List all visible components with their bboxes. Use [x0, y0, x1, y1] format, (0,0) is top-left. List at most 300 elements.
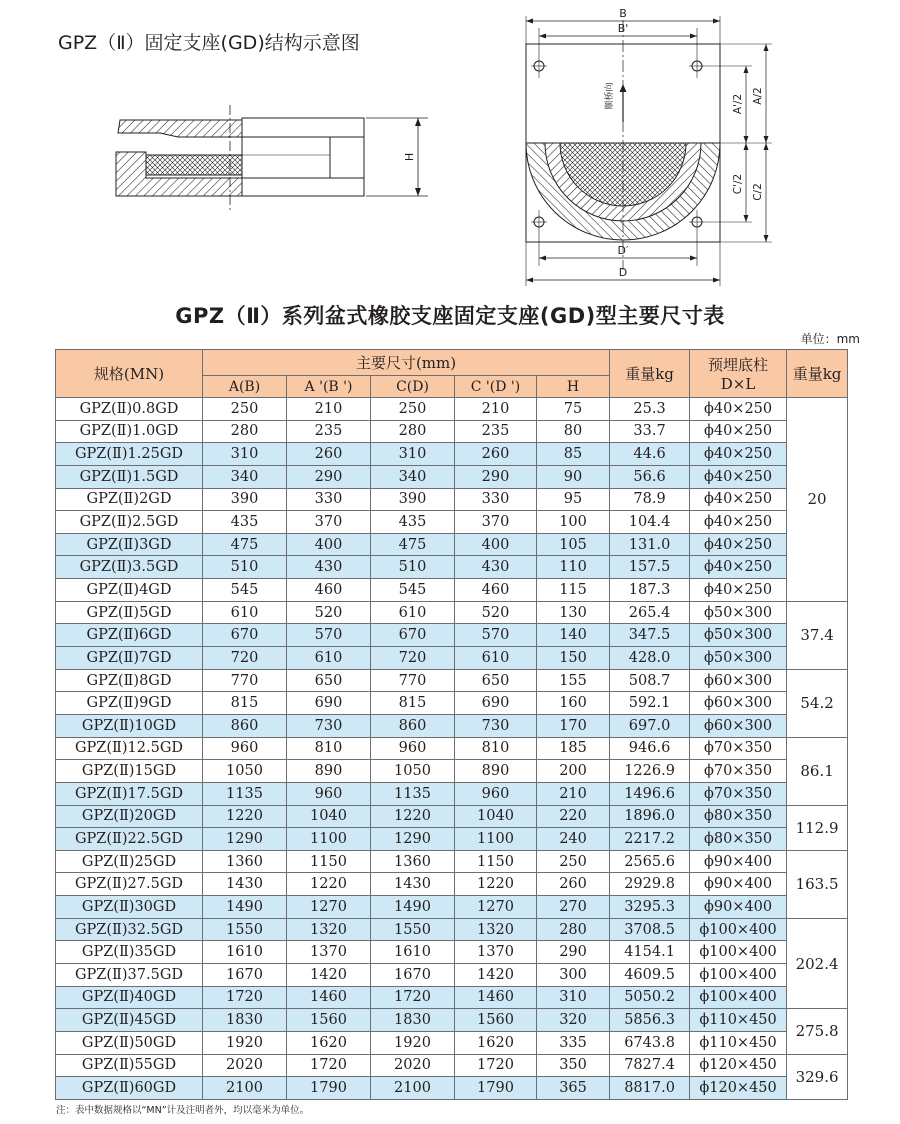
- cell-a-b: 610: [203, 601, 287, 624]
- unit-label: 单位：mm: [800, 332, 860, 346]
- cell-a-b-prime: 1100: [287, 828, 371, 851]
- cell-a-b-prime: 730: [287, 714, 371, 737]
- cell-h: 140: [537, 624, 610, 647]
- cell-a-b-prime: 330: [287, 488, 371, 511]
- cell-weight: 5050.2: [610, 986, 690, 1009]
- cell-a-b-prime: 1220: [287, 873, 371, 896]
- cell-anchor: ϕ50×300: [690, 647, 787, 670]
- cell-a-b: 1290: [203, 828, 287, 851]
- table-row: [56, 828, 848, 851]
- cell-c-d: 720: [371, 647, 455, 670]
- cell-a-b-prime: 570: [287, 624, 371, 647]
- cell-a-b: 1360: [203, 850, 287, 873]
- cell-c-d-prime: 260: [455, 443, 537, 466]
- cell-a-b-prime: 430: [287, 556, 371, 579]
- table-row: [56, 918, 848, 941]
- cell-weight: 7827.4: [610, 1054, 690, 1077]
- plan-direction-label: 顺桥向: [605, 82, 615, 110]
- cell-c-d-prime: 290: [455, 465, 537, 488]
- cell-anchor: ϕ90×400: [690, 896, 787, 919]
- cell-c-d: 1135: [371, 782, 455, 805]
- cell-c-d: 510: [371, 556, 455, 579]
- diagram-title: GPZ（Ⅱ）固定支座(GD)结构示意图: [58, 32, 360, 54]
- cell-weight: 265.4: [610, 601, 690, 624]
- table-row: [56, 964, 848, 987]
- cell-a-b: 1830: [203, 1009, 287, 1032]
- cell-spec: GPZ(Ⅱ)15GD: [56, 760, 203, 783]
- cell-anchor: ϕ40×250: [690, 420, 787, 443]
- header-a-b: A(B): [203, 376, 287, 398]
- cell-h: 150: [537, 647, 610, 670]
- cell-a-b: 545: [203, 579, 287, 602]
- cell-h: 350: [537, 1054, 610, 1077]
- cell-h: 280: [537, 918, 610, 941]
- cell-a-b-prime: 400: [287, 533, 371, 556]
- cell-h: 335: [537, 1031, 610, 1054]
- cell-anchor: ϕ40×250: [690, 556, 787, 579]
- cell-spec: GPZ(Ⅱ)5GD: [56, 601, 203, 624]
- cell-a-b-prime: 260: [287, 443, 371, 466]
- table-body: [56, 398, 848, 1100]
- cell-anchor: ϕ40×250: [690, 398, 787, 421]
- cell-c-d-prime: 1620: [455, 1031, 537, 1054]
- cell-c-d: 475: [371, 533, 455, 556]
- cell-c-d-prime: 1790: [455, 1077, 537, 1100]
- cell-spec: GPZ(Ⅱ)60GD: [56, 1077, 203, 1100]
- cell-c-d: 1430: [371, 873, 455, 896]
- header-anchor-weight: 重量kg: [787, 350, 848, 398]
- cell-h: 220: [537, 805, 610, 828]
- table-row: [56, 1031, 848, 1054]
- cell-c-d-prime: 520: [455, 601, 537, 624]
- cell-spec: GPZ(Ⅱ)32.5GD: [56, 918, 203, 941]
- cell-c-d-prime: 430: [455, 556, 537, 579]
- cell-anchor-weight: 20: [787, 398, 848, 602]
- cell-spec: GPZ(Ⅱ)55GD: [56, 1054, 203, 1077]
- cell-a-b-prime: 1460: [287, 986, 371, 1009]
- table-row: [56, 692, 848, 715]
- table-row: [56, 579, 848, 602]
- header-anchor-line2: D×L: [720, 375, 756, 393]
- cell-a-b-prime: 1720: [287, 1054, 371, 1077]
- cell-a-b-prime: 1420: [287, 964, 371, 987]
- plan-b-label: B: [619, 7, 627, 20]
- header-c-d-prime: C '(D '): [455, 376, 537, 398]
- cell-c-d: 860: [371, 714, 455, 737]
- cell-a-b: 1430: [203, 873, 287, 896]
- cell-c-d-prime: 570: [455, 624, 537, 647]
- cell-c-d-prime: 1460: [455, 986, 537, 1009]
- cell-h: 320: [537, 1009, 610, 1032]
- cell-spec: GPZ(Ⅱ)22.5GD: [56, 828, 203, 851]
- cell-a-b-prime: 890: [287, 760, 371, 783]
- cell-c-d-prime: 650: [455, 669, 537, 692]
- cell-a-b: 1720: [203, 986, 287, 1009]
- cell-c-d: 1360: [371, 850, 455, 873]
- cell-a-b-prime: 1370: [287, 941, 371, 964]
- cell-anchor: ϕ40×250: [690, 533, 787, 556]
- cell-h: 130: [537, 601, 610, 624]
- cell-c-d: 960: [371, 737, 455, 760]
- cell-spec: GPZ(Ⅱ)0.8GD: [56, 398, 203, 421]
- cell-c-d-prime: 1100: [455, 828, 537, 851]
- plan-d-prime-label: D′: [617, 244, 629, 257]
- cell-weight: 1496.6: [610, 782, 690, 805]
- cell-weight: 1896.0: [610, 805, 690, 828]
- table-row: [56, 782, 848, 805]
- cell-h: 75: [537, 398, 610, 421]
- cell-anchor-weight: 329.6: [787, 1054, 848, 1099]
- cell-anchor: ϕ80×350: [690, 828, 787, 851]
- cell-a-b: 960: [203, 737, 287, 760]
- header-spec: 规格(MN): [56, 350, 203, 398]
- table-row: [56, 1009, 848, 1032]
- plan-d-label: D: [618, 266, 628, 279]
- cell-weight: 157.5: [610, 556, 690, 579]
- table-row: [56, 850, 848, 873]
- cell-anchor: ϕ60×300: [690, 714, 787, 737]
- cell-c-d: 1220: [371, 805, 455, 828]
- side-section-view: [116, 105, 428, 210]
- cell-spec: GPZ(Ⅱ)7GD: [56, 647, 203, 670]
- cell-a-b: 510: [203, 556, 287, 579]
- cell-c-d-prime: 1370: [455, 941, 537, 964]
- plan-a-half-label: A/2: [752, 87, 764, 105]
- cell-c-d: 1610: [371, 941, 455, 964]
- cell-a-b-prime: 370: [287, 511, 371, 534]
- cell-a-b-prime: 960: [287, 782, 371, 805]
- cell-a-b-prime: 690: [287, 692, 371, 715]
- cell-a-b: 815: [203, 692, 287, 715]
- cell-c-d-prime: 330: [455, 488, 537, 511]
- cell-h: 155: [537, 669, 610, 692]
- cell-spec: GPZ(Ⅱ)20GD: [56, 805, 203, 828]
- cell-anchor: ϕ60×300: [690, 669, 787, 692]
- cell-h: 95: [537, 488, 610, 511]
- cell-weight: 5856.3: [610, 1009, 690, 1032]
- cell-c-d: 435: [371, 511, 455, 534]
- cell-spec: GPZ(Ⅱ)10GD: [56, 714, 203, 737]
- cell-c-d: 815: [371, 692, 455, 715]
- cell-a-b-prime: 610: [287, 647, 371, 670]
- cell-a-b: 1220: [203, 805, 287, 828]
- cell-anchor: ϕ40×250: [690, 579, 787, 602]
- cell-a-b-prime: 1150: [287, 850, 371, 873]
- cell-a-b-prime: 1320: [287, 918, 371, 941]
- cell-a-b: 340: [203, 465, 287, 488]
- cell-weight: 25.3: [610, 398, 690, 421]
- header-anchor: [690, 350, 787, 398]
- cell-weight: 347.5: [610, 624, 690, 647]
- cell-weight: 4609.5: [610, 964, 690, 987]
- cell-h: 170: [537, 714, 610, 737]
- cell-spec: GPZ(Ⅱ)37.5GD: [56, 964, 203, 987]
- cell-spec: GPZ(Ⅱ)35GD: [56, 941, 203, 964]
- cell-a-b-prime: 650: [287, 669, 371, 692]
- cell-spec: GPZ(Ⅱ)27.5GD: [56, 873, 203, 896]
- table-row: [56, 511, 848, 534]
- cell-weight: 56.6: [610, 465, 690, 488]
- cell-c-d-prime: 1040: [455, 805, 537, 828]
- cell-h: 110: [537, 556, 610, 579]
- cell-weight: 946.6: [610, 737, 690, 760]
- cell-c-d: 390: [371, 488, 455, 511]
- cell-a-b-prime: 235: [287, 420, 371, 443]
- cell-anchor: ϕ90×400: [690, 873, 787, 896]
- cell-anchor: ϕ80×350: [690, 805, 787, 828]
- cell-h: 310: [537, 986, 610, 1009]
- cell-c-d-prime: 1420: [455, 964, 537, 987]
- cell-c-d-prime: 1720: [455, 1054, 537, 1077]
- cell-h: 200: [537, 760, 610, 783]
- cell-c-d: 1290: [371, 828, 455, 851]
- cell-h: 105: [537, 533, 610, 556]
- cell-anchor-weight: 112.9: [787, 805, 848, 850]
- plan-c-prime-half-label: C'/2: [732, 173, 744, 195]
- cell-anchor: ϕ40×250: [690, 511, 787, 534]
- cell-spec: GPZ(Ⅱ)3.5GD: [56, 556, 203, 579]
- cell-h: 270: [537, 896, 610, 919]
- cell-spec: GPZ(Ⅱ)9GD: [56, 692, 203, 715]
- cell-h: 300: [537, 964, 610, 987]
- cell-weight: 44.6: [610, 443, 690, 466]
- cell-c-d: 340: [371, 465, 455, 488]
- cell-a-b-prime: 1560: [287, 1009, 371, 1032]
- cell-c-d: 770: [371, 669, 455, 692]
- cell-spec: GPZ(Ⅱ)1.0GD: [56, 420, 203, 443]
- cell-spec: GPZ(Ⅱ)25GD: [56, 850, 203, 873]
- cell-anchor-weight: 275.8: [787, 1009, 848, 1054]
- cell-a-b: 770: [203, 669, 287, 692]
- cell-c-d-prime: 1270: [455, 896, 537, 919]
- cell-a-b: 310: [203, 443, 287, 466]
- cell-anchor: ϕ40×250: [690, 465, 787, 488]
- header-main-dims: 主要尺寸(mm): [203, 350, 610, 376]
- cell-c-d-prime: 1150: [455, 850, 537, 873]
- cell-weight: 3295.3: [610, 896, 690, 919]
- cell-c-d-prime: 960: [455, 782, 537, 805]
- cell-spec: GPZ(Ⅱ)1.5GD: [56, 465, 203, 488]
- cell-a-b: 1610: [203, 941, 287, 964]
- table-row: [56, 443, 848, 466]
- cell-c-d-prime: 1560: [455, 1009, 537, 1032]
- header-weight: 重量kg: [610, 350, 690, 398]
- cell-weight: 1226.9: [610, 760, 690, 783]
- cell-c-d-prime: 890: [455, 760, 537, 783]
- cell-anchor: ϕ60×300: [690, 692, 787, 715]
- cell-weight: 4154.1: [610, 941, 690, 964]
- table-row: [56, 465, 848, 488]
- cell-spec: GPZ(Ⅱ)30GD: [56, 896, 203, 919]
- cell-weight: 2217.2: [610, 828, 690, 851]
- cell-c-d: 2100: [371, 1077, 455, 1100]
- cell-anchor: ϕ100×400: [690, 941, 787, 964]
- cell-c-d: 1050: [371, 760, 455, 783]
- cell-spec: GPZ(Ⅱ)6GD: [56, 624, 203, 647]
- cell-a-b: 250: [203, 398, 287, 421]
- cell-a-b: 1670: [203, 964, 287, 987]
- cell-a-b: 1550: [203, 918, 287, 941]
- cell-weight: 33.7: [610, 420, 690, 443]
- table-row: [56, 601, 848, 624]
- cell-anchor: ϕ100×400: [690, 918, 787, 941]
- cell-c-d: 610: [371, 601, 455, 624]
- cell-weight: 104.4: [610, 511, 690, 534]
- cell-anchor-weight: 54.2: [787, 669, 848, 737]
- cell-weight: 2929.8: [610, 873, 690, 896]
- cell-h: 80: [537, 420, 610, 443]
- cell-weight: 131.0: [610, 533, 690, 556]
- cell-a-b-prime: 460: [287, 579, 371, 602]
- cell-h: 160: [537, 692, 610, 715]
- header-h: H: [537, 376, 610, 398]
- cell-anchor: ϕ120×450: [690, 1054, 787, 1077]
- cell-c-d-prime: 690: [455, 692, 537, 715]
- cell-a-b: 1050: [203, 760, 287, 783]
- cell-h: 100: [537, 511, 610, 534]
- cell-weight: 6743.8: [610, 1031, 690, 1054]
- cell-h: 260: [537, 873, 610, 896]
- cell-spec: GPZ(Ⅱ)40GD: [56, 986, 203, 1009]
- cell-anchor-weight: 202.4: [787, 918, 848, 1009]
- cell-a-b-prime: 1620: [287, 1031, 371, 1054]
- cell-a-b: 475: [203, 533, 287, 556]
- cell-spec: GPZ(Ⅱ)2GD: [56, 488, 203, 511]
- table-row: [56, 986, 848, 1009]
- cell-spec: GPZ(Ⅱ)45GD: [56, 1009, 203, 1032]
- plan-view: [526, 16, 772, 286]
- table-row: [56, 624, 848, 647]
- cell-a-b-prime: 1790: [287, 1077, 371, 1100]
- cell-spec: GPZ(Ⅱ)8GD: [56, 669, 203, 692]
- cell-weight: 697.0: [610, 714, 690, 737]
- cell-spec: GPZ(Ⅱ)3GD: [56, 533, 203, 556]
- cell-a-b-prime: 520: [287, 601, 371, 624]
- cell-a-b-prime: 810: [287, 737, 371, 760]
- cell-c-d: 1670: [371, 964, 455, 987]
- cell-anchor: ϕ50×300: [690, 624, 787, 647]
- cell-a-b: 860: [203, 714, 287, 737]
- cell-weight: 428.0: [610, 647, 690, 670]
- table-row: [56, 1077, 848, 1100]
- table-row: [56, 398, 848, 421]
- table-row: [56, 488, 848, 511]
- table-row: [56, 420, 848, 443]
- cell-spec: GPZ(Ⅱ)2.5GD: [56, 511, 203, 534]
- cell-a-b-prime: 210: [287, 398, 371, 421]
- cell-weight: 592.1: [610, 692, 690, 715]
- cell-c-d: 1490: [371, 896, 455, 919]
- cell-c-d: 1830: [371, 1009, 455, 1032]
- cell-c-d: 280: [371, 420, 455, 443]
- header-anchor-line1: 预埋底柱: [708, 356, 769, 374]
- cell-c-d-prime: 210: [455, 398, 537, 421]
- cell-anchor: ϕ110×450: [690, 1009, 787, 1032]
- cell-anchor: ϕ110×450: [690, 1031, 787, 1054]
- cell-a-b: 280: [203, 420, 287, 443]
- cell-c-d-prime: 1320: [455, 918, 537, 941]
- cell-c-d: 1550: [371, 918, 455, 941]
- table-row: [56, 647, 848, 670]
- cell-c-d: 1920: [371, 1031, 455, 1054]
- table-row: [56, 714, 848, 737]
- cell-weight: 78.9: [610, 488, 690, 511]
- cell-anchor: ϕ50×300: [690, 601, 787, 624]
- cell-c-d: 310: [371, 443, 455, 466]
- cell-h: 365: [537, 1077, 610, 1100]
- cell-h: 85: [537, 443, 610, 466]
- header-a-b-prime: A '(B '): [287, 376, 371, 398]
- cell-weight: 508.7: [610, 669, 690, 692]
- cell-a-b: 390: [203, 488, 287, 511]
- cell-anchor: ϕ40×250: [690, 488, 787, 511]
- side-h-label: H: [403, 152, 416, 162]
- cell-a-b-prime: 290: [287, 465, 371, 488]
- table-row: [56, 533, 848, 556]
- dimension-table: [55, 349, 848, 1100]
- cell-c-d-prime: 370: [455, 511, 537, 534]
- cell-anchor: ϕ70×350: [690, 737, 787, 760]
- cell-c-d-prime: 730: [455, 714, 537, 737]
- cell-a-b: 2100: [203, 1077, 287, 1100]
- cell-h: 210: [537, 782, 610, 805]
- cell-anchor: ϕ70×350: [690, 782, 787, 805]
- cell-a-b: 720: [203, 647, 287, 670]
- table-row: [56, 896, 848, 919]
- cell-spec: GPZ(Ⅱ)17.5GD: [56, 782, 203, 805]
- cell-spec: GPZ(Ⅱ)1.25GD: [56, 443, 203, 466]
- cell-a-b: 1135: [203, 782, 287, 805]
- table-row: [56, 873, 848, 896]
- cell-weight: 8817.0: [610, 1077, 690, 1100]
- cell-h: 250: [537, 850, 610, 873]
- cell-anchor: ϕ100×400: [690, 986, 787, 1009]
- cell-c-d: 670: [371, 624, 455, 647]
- table-row: [56, 556, 848, 579]
- cell-c-d-prime: 810: [455, 737, 537, 760]
- cell-a-b: 435: [203, 511, 287, 534]
- cell-spec: GPZ(Ⅱ)4GD: [56, 579, 203, 602]
- table-row: [56, 760, 848, 783]
- table-row: [56, 941, 848, 964]
- cell-a-b: 1490: [203, 896, 287, 919]
- cell-c-d-prime: 460: [455, 579, 537, 602]
- cell-c-d-prime: 610: [455, 647, 537, 670]
- cell-h: 240: [537, 828, 610, 851]
- table-row: [56, 1054, 848, 1077]
- cell-a-b: 2020: [203, 1054, 287, 1077]
- cell-weight: 2565.6: [610, 850, 690, 873]
- table-row: [56, 805, 848, 828]
- cell-c-d: 545: [371, 579, 455, 602]
- cell-anchor: ϕ90×400: [690, 850, 787, 873]
- cell-h: 290: [537, 941, 610, 964]
- cell-h: 185: [537, 737, 610, 760]
- cell-anchor: ϕ120×450: [690, 1077, 787, 1100]
- header-c-d: C(D): [371, 376, 455, 398]
- structure-diagram: [0, 0, 900, 300]
- table-row: [56, 737, 848, 760]
- table-title: GPZ（Ⅱ）系列盆式橡胶支座固定支座(GD)型主要尺寸表: [175, 304, 725, 328]
- cell-h: 115: [537, 579, 610, 602]
- plan-b-prime-label: B': [617, 22, 629, 35]
- cell-a-b: 670: [203, 624, 287, 647]
- cell-a-b: 1920: [203, 1031, 287, 1054]
- cell-anchor: ϕ40×250: [690, 443, 787, 466]
- cell-c-d-prime: 1220: [455, 873, 537, 896]
- cell-weight: 187.3: [610, 579, 690, 602]
- cell-c-d-prime: 400: [455, 533, 537, 556]
